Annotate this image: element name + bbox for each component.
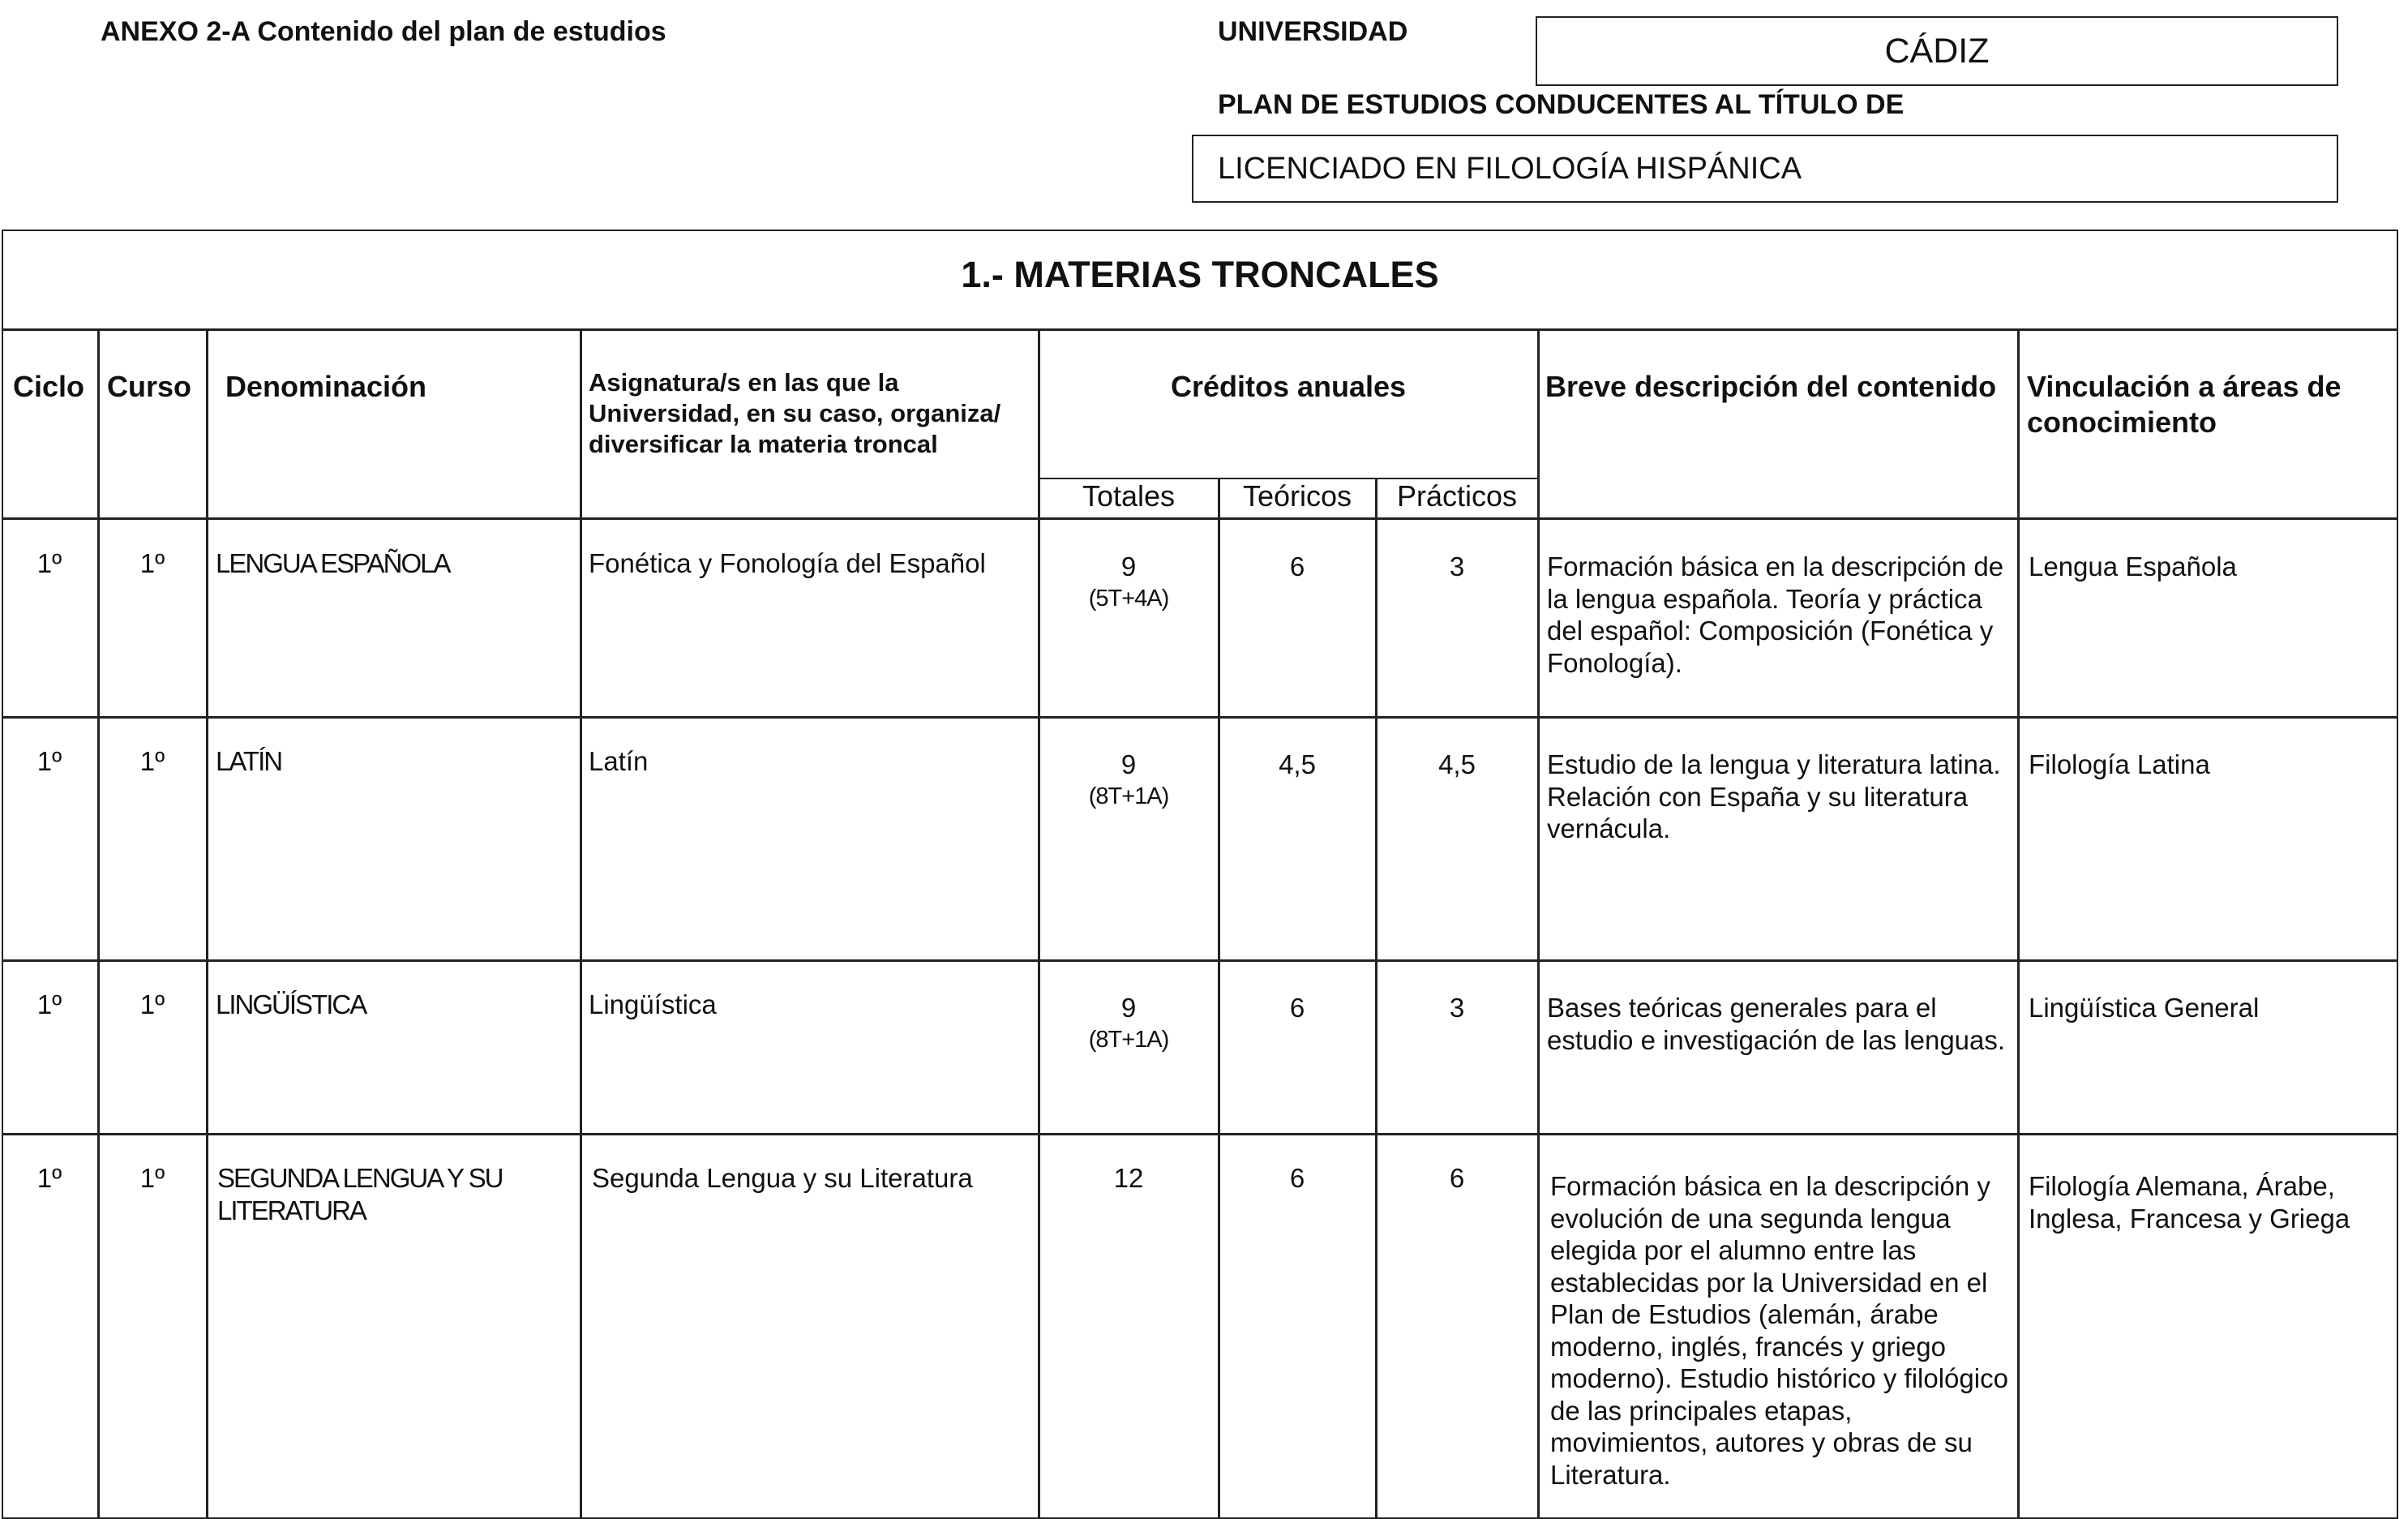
col-rule-3 [580, 328, 582, 1519]
row-1-curso: 1º [139, 548, 165, 578]
col-rule-1 [97, 328, 100, 1519]
row-3-totales-detail: (8T+1A) [1088, 1026, 1169, 1053]
row-2-denominacion: LATÍN [216, 746, 282, 776]
row-4-vinculacion: Filología Alemana, Árabe, Inglesa, Francesa y Griega [2029, 1171, 2350, 1234]
row-1-descripcion: Formación básica en la descripción de la lengua española. Teoría y práctica del español: Composición (Fonética y Fonología). [1547, 551, 2004, 678]
row-3-totales-value: 9 [1120, 993, 1137, 1023]
row-1-denominacion: LENGUA ESPAÑOLA [216, 548, 450, 578]
rule-row-1 [2, 716, 2398, 719]
row-2-practicos: 4,5 [1438, 749, 1476, 779]
row-3-curso: 1º [139, 989, 165, 1019]
row-3-practicos: 3 [1449, 993, 1465, 1023]
row-3-totales [1039, 992, 1218, 1056]
col-rule-2 [206, 328, 208, 1519]
rule-title [2, 328, 2398, 331]
row-1-totales-detail: (5T+4A) [1088, 585, 1169, 611]
row-1-vinculacion: Lengua Española [2029, 551, 2237, 581]
row-3-teoricos: 6 [1289, 993, 1305, 1023]
row-1-practicos: 3 [1449, 551, 1465, 581]
header-descripcion: Breve descripción del contenido [1545, 370, 1997, 403]
materias-troncales-table [2, 230, 2398, 1517]
row-2-totales [1039, 749, 1218, 813]
row-1-totales-value: 9 [1120, 551, 1137, 581]
header-curso: Curso [107, 370, 192, 403]
row-2-curso: 1º [139, 746, 165, 776]
row-4-curso: 1º [139, 1163, 165, 1193]
row-4-denominacion: SEGUNDA LENGUA Y SU LITERATURA [217, 1163, 503, 1225]
rule-header [2, 517, 2398, 520]
row-2-vinculacion: Filología Latina [2029, 749, 2210, 779]
header-vinculacion: Vinculación a áreas de conocimiento [2027, 370, 2342, 439]
row-4-totales [1039, 1162, 1218, 1195]
annex-title: ANEXO 2-A Contenido del plan de estudios [101, 16, 666, 47]
header-teoricos: Teóricos [1242, 479, 1352, 513]
row-3-asignatura: Lingüística [589, 989, 717, 1019]
plan-label: PLAN DE ESTUDIOS CONDUCENTES AL TÍTULO DE [1218, 89, 1905, 120]
header-denominacion: Denominación [225, 370, 427, 403]
header-asignaturas: Asignatura/s en las que la Universidad, en su caso, organiza/ diversificar la materia troncal [589, 368, 1001, 458]
row-4-practicos: 6 [1449, 1163, 1465, 1193]
row-2-descripcion: Estudio de la lengua y literatura latina. Relación con España y su literatura vernácula. [1547, 749, 2001, 843]
col-rule-8 [2017, 328, 2020, 1519]
university-value: CÁDIZ [1536, 16, 2338, 86]
row-1-asignatura: Fonética y Fonología del Español [589, 548, 986, 578]
row-1-teoricos: 6 [1289, 551, 1305, 581]
row-1-ciclo: 1º [36, 548, 62, 578]
row-2-ciclo: 1º [36, 746, 62, 776]
row-1-totales [1039, 551, 1218, 615]
row-4-ciclo: 1º [36, 1163, 62, 1193]
degree-value: LICENCIADO EN FILOLOGÍA HISPÁNICA [1192, 135, 2338, 203]
row-4-asignatura: Segunda Lengua y su Literatura [592, 1163, 973, 1193]
header-ciclo: Ciclo [13, 370, 85, 403]
header-practicos: Prácticos [1396, 479, 1518, 513]
row-3-ciclo: 1º [36, 989, 62, 1019]
row-2-totales-detail: (8T+1A) [1088, 783, 1169, 809]
row-4-totales-value: 12 [1113, 1163, 1144, 1193]
row-4-teoricos: 6 [1289, 1163, 1305, 1193]
row-2-totales-value: 9 [1120, 749, 1137, 779]
header-totales: Totales [1082, 479, 1176, 513]
rule-row-2 [2, 959, 2398, 962]
row-4-descripcion: Formación básica en la descripción y evolución de una segunda lengua elegida por el alumno entre las establecidas por la Universidad en el Plan de Estudios (alemán, árabe moderno, inglés, francés y griego moderno). Estudio histórico y filológico de las principales etapas, movimientos, autores y obras de su Literatura. [1550, 1171, 2008, 1490]
section-title: 1.- MATERIAS TRONCALES [961, 254, 1439, 295]
rule-row-3 [2, 1133, 2398, 1135]
row-2-asignatura: Latín [589, 746, 649, 776]
row-3-descripcion: Bases teóricas generales para el estudio e investigación de las lenguas. [1547, 993, 2006, 1055]
row-3-denominacion: LINGÜÍSTICA [216, 989, 366, 1019]
university-label: UNIVERSIDAD [1218, 16, 1408, 47]
header-creditos: Créditos anuales [1170, 370, 1407, 403]
row-2-teoricos: 4,5 [1279, 749, 1316, 779]
row-3-vinculacion: Lingüística General [2029, 993, 2260, 1023]
col-rule-7 [1537, 328, 1540, 1519]
